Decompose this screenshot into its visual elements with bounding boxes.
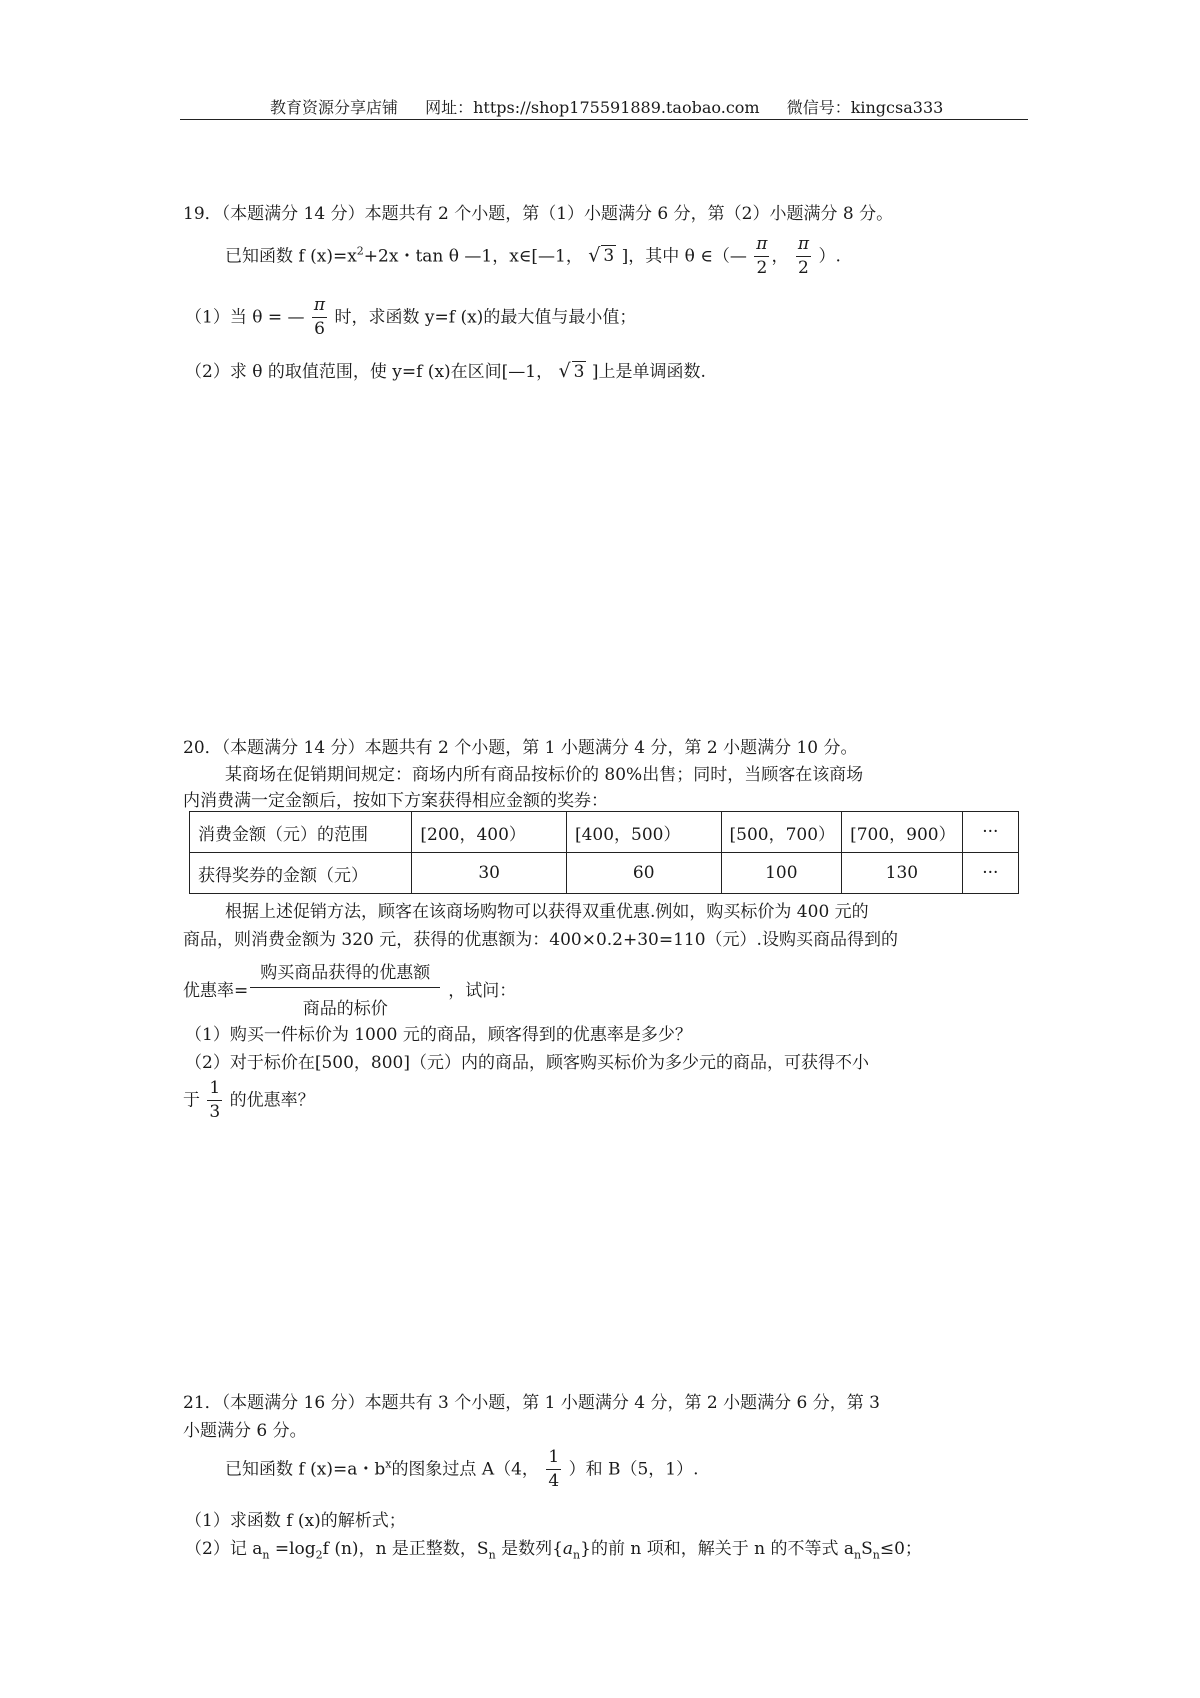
q19-title: 19．（本题满分 14 分）本题共有 2 个小题，第（1）小题满分 6 分，第（2）小题满分 8 分。 [183,204,894,224]
table-cell: 30 [412,853,567,894]
q21-part2: （2）记 $a_n =\log_2f$ (n)，n 是正整数，$S_n$ 是数列$\{a_n\}$的前 n 项和，解关于 n 的不等式 $a_nS_n\le 0$； [185,1539,922,1562]
q20-para-2: 商品，则消费金额为 320 元，获得的优惠额为：400×0.2+30=110（元）.设购买商品得到的 [183,930,898,950]
q20-intro-1: 某商场在促销期间规定：商场内所有商品按标价的 80%出售；同时，当顾客在该商场 [225,765,864,785]
table-cell: 60 [566,853,721,894]
sqrt-sign: √ [588,244,601,267]
frac-pi-2: $\frac{\pi}{2}$ [756,234,768,278]
q21-title-1: 21．（本题满分 16 分）本题共有 3 个小题，第 1 小题满分 4 分，第 2 小题满分 6 分，第 3 [183,1393,880,1413]
table-cell: 100 [721,853,842,894]
table-row [190,812,1019,853]
frac-1-3: $\frac{1}{3}$ [209,1078,221,1122]
table-cell: 获得奖券的金额（元） [190,853,412,894]
table-cell: 消费金额（元）的范围 [190,812,412,853]
table-cell: [200，400） [412,812,567,853]
sqrt-sign: √ [558,360,571,382]
q20-part2: （2）对于标价在[500，800]（元）内的商品，顾客购买标价为多少元的商品，可获得不小 [185,1053,869,1073]
frac-pi-2-b: $\frac{\pi}{2}$ [797,234,810,278]
page-header [270,95,965,118]
q20-rate-def: 优惠率= $\frac{\text{购买商品获得的优惠额}}{\text{商品的标价}}$ ，试问： [183,958,516,1019]
header-wechat: 微信号：kingcsa333 [786,98,944,117]
table-cell: [400，500） [566,812,721,853]
q19-part2: （2）求 θ 的取值范围，使 y=f (x)在区间[—1， √ 3 ]上是单调函数. [185,360,706,382]
q20-part2-cont: 于 $\frac{1}{3}$ 的优惠率？ [183,1078,315,1122]
table-cell: 130 [842,853,963,894]
table-cell: ··· [962,853,1018,894]
q19-part1: （1）当 θ = — $\frac{\pi}{6}$ 时，求函数 y=f (x)的最大值与最小值； [185,295,637,339]
header-shop: 教育资源分享店铺 [270,98,399,117]
table-cell: ··· [962,812,1018,853]
q19-stem: 已知函数 f $(x)=x^2+2x$・tan θ —1，x∈[—1， √ 3 ]，其中 θ ∈（— $\frac{\pi}{2}$ ， $\frac{\pi}{2}$ ）. [225,234,841,278]
q21-stem: 已知函数 f (x)=a・$b^x$的图象过点 A（4， $\frac{1}{4}$ ）和 B（5，1）. [225,1447,699,1491]
header-url: 网址：https://shop175591889.taobao.com [425,98,760,117]
rate-fraction: $\frac{\text{购买商品获得的优惠额}}{\text{商品的标价}}$ [250,958,440,1019]
q20-para-1: 根据上述促销方法，顾客在该商场购物可以获得双重优惠.例如，购买标价为 400 元的 [225,902,869,922]
q20-part1: （1）购买一件标价为 1000 元的商品，顾客得到的优惠率是多少？ [185,1025,692,1045]
header-rule [180,119,1028,120]
frac-1-4: $\frac{1}{4}$ [548,1447,560,1491]
frac-pi-6: $\frac{\pi}{6}$ [313,295,326,339]
table-cell: [500，700） [721,812,842,853]
table-row [190,853,1019,894]
q21-part1: （1）求函数 f (x)的解析式； [185,1511,406,1531]
q21-title-2: 小题满分 6 分。 [183,1421,307,1441]
q20-title: 20．（本题满分 14 分）本题共有 2 个小题，第 1 小题满分 4 分，第 2 小题满分 10 分。 [183,738,858,758]
voucher-table [189,811,1019,894]
q20-intro-2: 内消费满一定金额后，按如下方案获得相应金额的奖券： [183,791,608,811]
table-cell: [700，900） [842,812,963,853]
